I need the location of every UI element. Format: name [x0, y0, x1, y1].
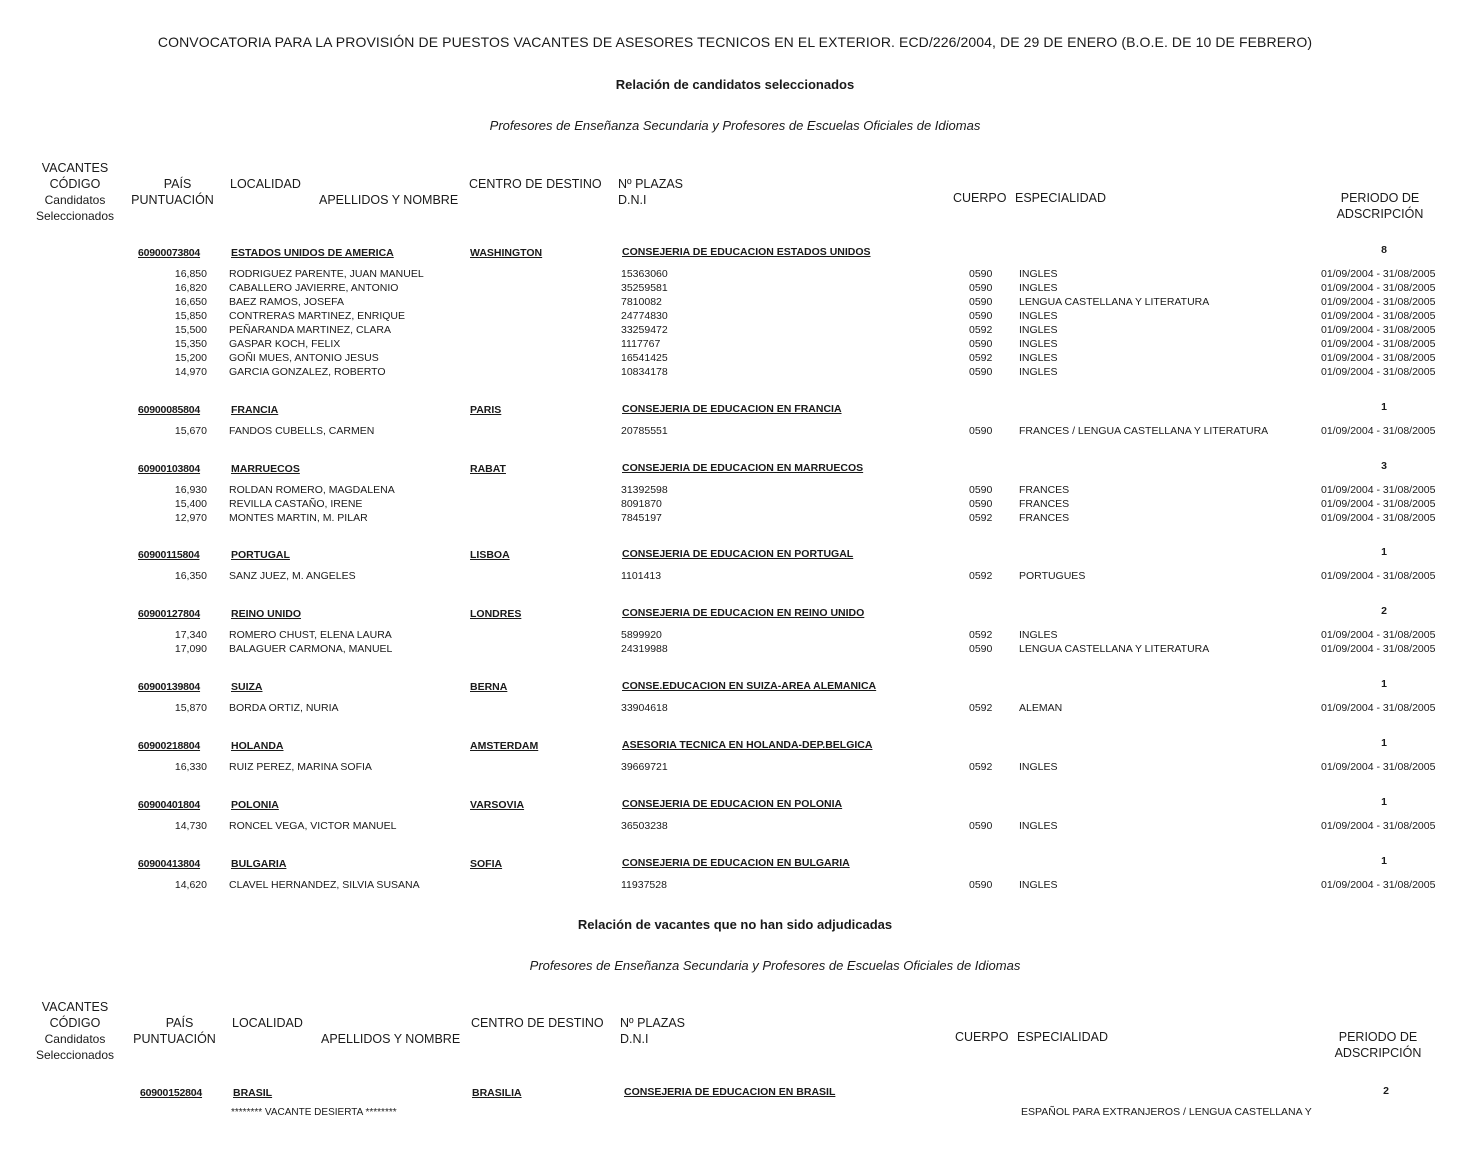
candidate-cuerpo: 0592 [969, 512, 993, 524]
candidate-dni: 10834178 [621, 366, 668, 378]
candidate-row [0, 498, 1470, 512]
group-country: POLONIA [231, 799, 279, 811]
candidate-score: 12,970 [174, 512, 207, 524]
hdr2-plazas: Nº PLAZAS [620, 1016, 686, 1030]
candidate-name: RUIZ PEREZ, MARINA SOFIA [229, 761, 372, 773]
candidate-dni: 36503238 [621, 820, 668, 832]
candidate-score: 15,200 [174, 352, 207, 364]
candidate-especialidad: FRANCES [1019, 484, 1070, 496]
candidate-period: 01/09/2004 - 31/08/2005 [1321, 352, 1436, 364]
candidate-cuerpo: 0590 [969, 338, 993, 350]
group-plazas: 3 [1381, 460, 1387, 472]
candidate-cuerpo: 0592 [969, 761, 993, 773]
candidate-row [0, 425, 1470, 439]
candidate-period: 01/09/2004 - 31/08/2005 [1321, 761, 1436, 773]
group-city: AMSTERDAM [470, 740, 539, 752]
group-country: FRANCIA [231, 404, 279, 416]
candidate-row [0, 512, 1470, 526]
candidate-score: 17,340 [174, 629, 207, 641]
hdr-candidatos: Candidatos [44, 193, 106, 207]
candidate-dni: 15363060 [621, 268, 668, 280]
group-plazas: 1 [1381, 855, 1387, 867]
group-plazas: 2 [1381, 605, 1387, 617]
hdr-adscripcion: ADSCRIPCIÓN [1336, 207, 1424, 221]
group-plazas: 1 [1381, 546, 1387, 558]
hdr2-dni: D.N.I [620, 1032, 649, 1046]
candidate-name: BAEZ RAMOS, JOSEFA [229, 296, 344, 308]
candidate-dni: 1117767 [621, 338, 661, 350]
candidate-cuerpo: 0590 [969, 425, 993, 437]
candidate-dni: 1101413 [621, 570, 662, 582]
candidate-especialidad: INGLES [1019, 310, 1058, 322]
candidate-cuerpo: 0592 [969, 629, 993, 641]
candidate-period: 01/09/2004 - 31/08/2005 [1321, 512, 1436, 524]
candidate-period: 01/09/2004 - 31/08/2005 [1321, 268, 1436, 280]
hdr2-localidad: LOCALIDAD [232, 1016, 303, 1030]
candidate-name: GOÑI MUES, ANTONIO JESUS [229, 352, 379, 364]
candidate-name: FANDOS CUBELLS, CARMEN [229, 425, 375, 437]
candidate-row [0, 702, 1470, 716]
candidate-name: RODRIGUEZ PARENTE, JUAN MANUEL [229, 268, 424, 280]
candidate-name: CABALLERO JAVIERRE, ANTONIO [229, 282, 399, 294]
group-country: SUIZA [231, 681, 263, 693]
candidate-score: 15,500 [174, 324, 207, 336]
candidate-cuerpo: 0592 [969, 352, 993, 364]
group-center: CONSEJERIA DE EDUCACION EN PORTUGAL [622, 548, 854, 560]
candidate-score: 14,730 [174, 820, 207, 832]
group-center: CONSEJERIA DE EDUCACION EN MARRUECOS [622, 462, 864, 474]
candidate-name: CONTRERAS MARTINEZ, ENRIQUE [229, 310, 405, 322]
candidate-name: REVILLA CASTAÑO, IRENE [229, 498, 363, 510]
candidate-score: 15,870 [174, 702, 207, 714]
vacant-plazas: 2 [1383, 1085, 1389, 1097]
candidate-especialidad: INGLES [1019, 268, 1058, 280]
vacant-country: BRASIL [233, 1087, 273, 1099]
candidate-especialidad: INGLES [1019, 629, 1058, 641]
hdr-localidad: LOCALIDAD [230, 177, 301, 191]
hdr-especialidad: ESPECIALIDAD [1015, 191, 1107, 205]
candidate-cuerpo: 0590 [969, 310, 993, 322]
candidate-row [0, 352, 1470, 366]
candidate-especialidad: INGLES [1019, 820, 1058, 832]
candidate-especialidad: ALEMAN [1019, 702, 1063, 714]
candidate-dni: 20785551 [621, 425, 668, 437]
hdr-cuerpo: CUERPO [953, 191, 1007, 205]
vacant-center: CONSEJERIA DE EDUCACION EN BRASIL [624, 1086, 836, 1098]
candidate-dni: 35259581 [621, 282, 668, 294]
candidate-score: 16,330 [174, 761, 207, 773]
hdr2-codigo: CÓDIGO [49, 1016, 101, 1030]
candidate-especialidad: INGLES [1019, 352, 1058, 364]
candidate-row [0, 629, 1470, 643]
candidate-name: BORDA ORTIZ, NURIA [229, 702, 339, 714]
candidate-period: 01/09/2004 - 31/08/2005 [1321, 366, 1436, 378]
hdr-plazas: Nº PLAZAS [618, 177, 684, 191]
candidate-score: 17,090 [174, 643, 207, 655]
hdr2-pais: PAÍS [165, 1016, 194, 1030]
candidate-especialidad: FRANCES [1019, 498, 1070, 510]
candidate-dni: 8091870 [621, 498, 662, 510]
group-plazas: 1 [1381, 401, 1387, 413]
candidate-row [0, 643, 1470, 657]
candidate-name: MONTES MARTIN, M. PILAR [229, 512, 368, 524]
candidate-name: BALAGUER CARMONA, MANUEL [229, 643, 393, 655]
candidate-name: PEÑARANDA MARTINEZ, CLARA [229, 324, 392, 336]
document-title: CONVOCATORIA PARA LA PROVISIÓN DE PUESTOS VACANTES DE ASESORES TECNICOS EN EL EXTERIOR. ECD/226/2004, DE 29 DE ENERO (B.O.E. DE 10 DE FEBRERO) [157, 34, 1313, 50]
group-code: 60900139804 [138, 681, 201, 693]
section2-subtitle: Profesores de Enseñanza Secundaria y Profesores de Escuelas Oficiales de Idiomas [529, 958, 1021, 973]
candidate-name: GASPAR KOCH, FELIX [229, 338, 341, 350]
candidate-row [0, 570, 1470, 584]
candidate-score: 16,350 [174, 570, 207, 582]
candidate-especialidad: INGLES [1019, 366, 1058, 378]
section1-title: Relación de candidatos seleccionados [615, 77, 855, 92]
candidate-especialidad: INGLES [1019, 761, 1058, 773]
group-city: WASHINGTON [470, 247, 543, 259]
candidate-especialidad: FRANCES / LENGUA CASTELLANA Y LITERATURA [1019, 425, 1269, 437]
group-city: SOFIA [470, 858, 503, 870]
hdr2-adscripcion: ADSCRIPCIÓN [1334, 1046, 1422, 1060]
group-country: HOLANDA [231, 740, 284, 752]
candidate-cuerpo: 0590 [969, 268, 993, 280]
group-city: BERNA [470, 681, 508, 693]
candidate-period: 01/09/2004 - 31/08/2005 [1321, 484, 1436, 496]
candidate-dni: 33904618 [621, 702, 668, 714]
candidate-score: 14,970 [174, 366, 207, 378]
candidate-especialidad: INGLES [1019, 879, 1058, 891]
candidate-dni: 7845197 [621, 512, 662, 524]
hdr2-cuerpo: CUERPO [955, 1030, 1009, 1044]
group-city: LONDRES [470, 608, 522, 620]
candidate-score: 16,650 [174, 296, 207, 308]
candidate-name: CLAVEL HERNANDEZ, SILVIA SUSANA [229, 879, 420, 891]
candidate-cuerpo: 0590 [969, 296, 993, 308]
candidate-row [0, 338, 1470, 352]
candidate-period: 01/09/2004 - 31/08/2005 [1321, 629, 1436, 641]
candidate-score: 16,820 [174, 282, 207, 294]
candidate-dni: 24774830 [621, 310, 668, 322]
candidate-cuerpo: 0590 [969, 820, 993, 832]
hdr2-seleccionados: Seleccionados [35, 1048, 115, 1062]
candidate-period: 01/09/2004 - 31/08/2005 [1321, 338, 1436, 350]
candidate-especialidad: INGLES [1019, 324, 1058, 336]
hdr2-especialidad: ESPECIALIDAD [1017, 1030, 1109, 1044]
group-center: CONSEJERIA DE EDUCACION ESTADOS UNIDOS [622, 246, 871, 258]
group-city: VARSOVIA [470, 799, 525, 811]
hdr-pais: PAÍS [163, 177, 192, 191]
hdr-periodo: PERIODO DE [1340, 191, 1420, 205]
group-center: CONSEJERIA DE EDUCACION EN POLONIA [622, 798, 843, 810]
candidate-cuerpo: 0592 [969, 702, 993, 714]
candidate-period: 01/09/2004 - 31/08/2005 [1321, 282, 1436, 294]
section2-title: Relación de vacantes que no han sido adjudicadas [577, 917, 893, 932]
group-code: 60900127804 [138, 608, 201, 620]
hdr-apellidos: APELLIDOS Y NOMBRE [319, 193, 459, 207]
hdr2-apellidos: APELLIDOS Y NOMBRE [321, 1032, 461, 1046]
group-code: 60900218804 [138, 740, 201, 752]
group-code: 60900413804 [138, 858, 201, 870]
candidate-cuerpo: 0592 [969, 570, 993, 582]
group-code: 60900401804 [138, 799, 201, 811]
group-country: MARRUECOS [231, 463, 300, 475]
section1-subtitle: Profesores de Enseñanza Secundaria y Profesores de Escuelas Oficiales de Idiomas [489, 118, 981, 133]
candidate-cuerpo: 0592 [969, 324, 993, 336]
candidate-row [0, 484, 1470, 498]
vacant-note: ******** VACANTE DESIERTA ******** [231, 1107, 397, 1118]
candidate-dni: 16541425 [621, 352, 668, 364]
hdr-centro: CENTRO DE DESTINO [469, 177, 602, 191]
candidate-name: GARCIA GONZALEZ, ROBERTO [229, 366, 386, 378]
candidate-period: 01/09/2004 - 31/08/2005 [1321, 296, 1436, 308]
candidate-score: 15,400 [174, 498, 207, 510]
hdr2-periodo: PERIODO DE [1338, 1030, 1418, 1044]
hdr-codigo: CÓDIGO [49, 177, 101, 191]
candidate-period: 01/09/2004 - 31/08/2005 [1321, 324, 1436, 336]
group-center: CONSEJERIA DE EDUCACION EN REINO UNIDO [622, 607, 865, 619]
candidate-especialidad: INGLES [1019, 338, 1058, 350]
candidate-score: 16,850 [174, 268, 207, 280]
group-country: BULGARIA [231, 858, 287, 870]
candidate-cuerpo: 0590 [969, 643, 993, 655]
candidate-row [0, 296, 1470, 310]
candidate-row [0, 324, 1470, 338]
group-code: 60900073804 [138, 247, 201, 259]
vacant-especialidad: ESPAÑOL PARA EXTRANJEROS / LENGUA CASTELLANA Y [1021, 1106, 1312, 1118]
group-code: 60900103804 [138, 463, 201, 475]
candidate-cuerpo: 0590 [969, 282, 993, 294]
candidate-period: 01/09/2004 - 31/08/2005 [1321, 879, 1436, 891]
vacant-code: 60900152804 [140, 1087, 203, 1099]
candidate-especialidad: INGLES [1019, 282, 1058, 294]
group-plazas: 1 [1381, 796, 1387, 808]
group-center: ASESORIA TECNICA EN HOLANDA-DEP.BELGICA [622, 739, 873, 751]
candidate-cuerpo: 0590 [969, 366, 993, 378]
group-country: REINO UNIDO [231, 608, 302, 620]
candidate-row [0, 820, 1470, 834]
candidate-dni: 5899920 [621, 629, 662, 641]
group-center: CONSEJERIA DE EDUCACION EN BULGARIA [622, 857, 850, 869]
group-city: LISBOA [470, 549, 510, 561]
hdr2-vacantes: VACANTES [41, 1000, 109, 1014]
hdr-dni: D.N.I [618, 193, 647, 207]
candidate-period: 01/09/2004 - 31/08/2005 [1321, 702, 1436, 714]
candidate-cuerpo: 0590 [969, 498, 993, 510]
candidate-especialidad: PORTUGUES [1019, 570, 1086, 582]
hdr2-centro: CENTRO DE DESTINO [471, 1016, 604, 1030]
group-center: CONSEJERIA DE EDUCACION EN FRANCIA [622, 403, 842, 415]
candidate-row [0, 310, 1470, 324]
group-plazas: 8 [1381, 244, 1387, 256]
hdr-puntuacion: PUNTUACIÓN [131, 193, 214, 207]
candidate-row [0, 761, 1470, 775]
hdr2-puntuacion: PUNTUACIÓN [133, 1032, 216, 1046]
candidate-dni: 39669721 [621, 761, 668, 773]
group-city: PARIS [470, 404, 502, 416]
group-plazas: 1 [1381, 678, 1387, 690]
candidate-name: ROLDAN ROMERO, MAGDALENA [229, 484, 395, 496]
candidate-especialidad: LENGUA CASTELLANA Y LITERATURA [1019, 296, 1210, 308]
candidate-name: RONCEL VEGA, VICTOR MANUEL [229, 820, 397, 832]
group-city: RABAT [470, 463, 506, 475]
hdr-vacantes: VACANTES [41, 161, 109, 175]
candidate-period: 01/09/2004 - 31/08/2005 [1321, 820, 1436, 832]
candidate-cuerpo: 0590 [969, 879, 993, 891]
candidate-name: ROMERO CHUST, ELENA LAURA [229, 629, 392, 641]
candidate-score: 15,850 [174, 310, 207, 322]
candidate-row [0, 366, 1470, 380]
candidate-score: 14,620 [174, 879, 207, 891]
candidate-cuerpo: 0590 [969, 484, 993, 496]
group-code: 60900085804 [138, 404, 201, 416]
candidate-period: 01/09/2004 - 31/08/2005 [1321, 570, 1436, 582]
candidate-especialidad: LENGUA CASTELLANA Y LITERATURA [1019, 643, 1210, 655]
vacant-city: BRASILIA [472, 1087, 522, 1099]
candidate-row [0, 282, 1470, 296]
candidate-especialidad: FRANCES [1019, 512, 1070, 524]
candidate-dni: 31392598 [621, 484, 668, 496]
candidate-score: 15,670 [174, 425, 207, 437]
candidate-name: SANZ JUEZ, M. ANGELES [229, 570, 356, 582]
candidate-dni: 7810082 [621, 296, 662, 308]
group-plazas: 1 [1381, 737, 1387, 749]
candidate-score: 16,930 [174, 484, 207, 496]
candidate-row [0, 268, 1470, 282]
candidate-period: 01/09/2004 - 31/08/2005 [1321, 310, 1436, 322]
candidate-row [0, 879, 1470, 893]
group-center: CONSE.EDUCACION EN SUIZA-AREA ALEMANICA [622, 680, 877, 692]
candidate-dni: 24319988 [621, 643, 668, 655]
candidate-score: 15,350 [174, 338, 207, 350]
candidate-period: 01/09/2004 - 31/08/2005 [1321, 425, 1436, 437]
hdr2-candidatos: Candidatos [44, 1032, 106, 1046]
group-country: ESTADOS UNIDOS DE AMERICA [231, 247, 394, 259]
hdr-seleccionados: Seleccionados [35, 209, 115, 223]
candidate-dni: 33259472 [621, 324, 668, 336]
group-code: 60900115804 [138, 549, 200, 561]
candidate-period: 01/09/2004 - 31/08/2005 [1321, 498, 1436, 510]
candidate-dni: 11937528 [621, 879, 667, 891]
candidate-period: 01/09/2004 - 31/08/2005 [1321, 643, 1436, 655]
group-country: PORTUGAL [231, 549, 290, 561]
